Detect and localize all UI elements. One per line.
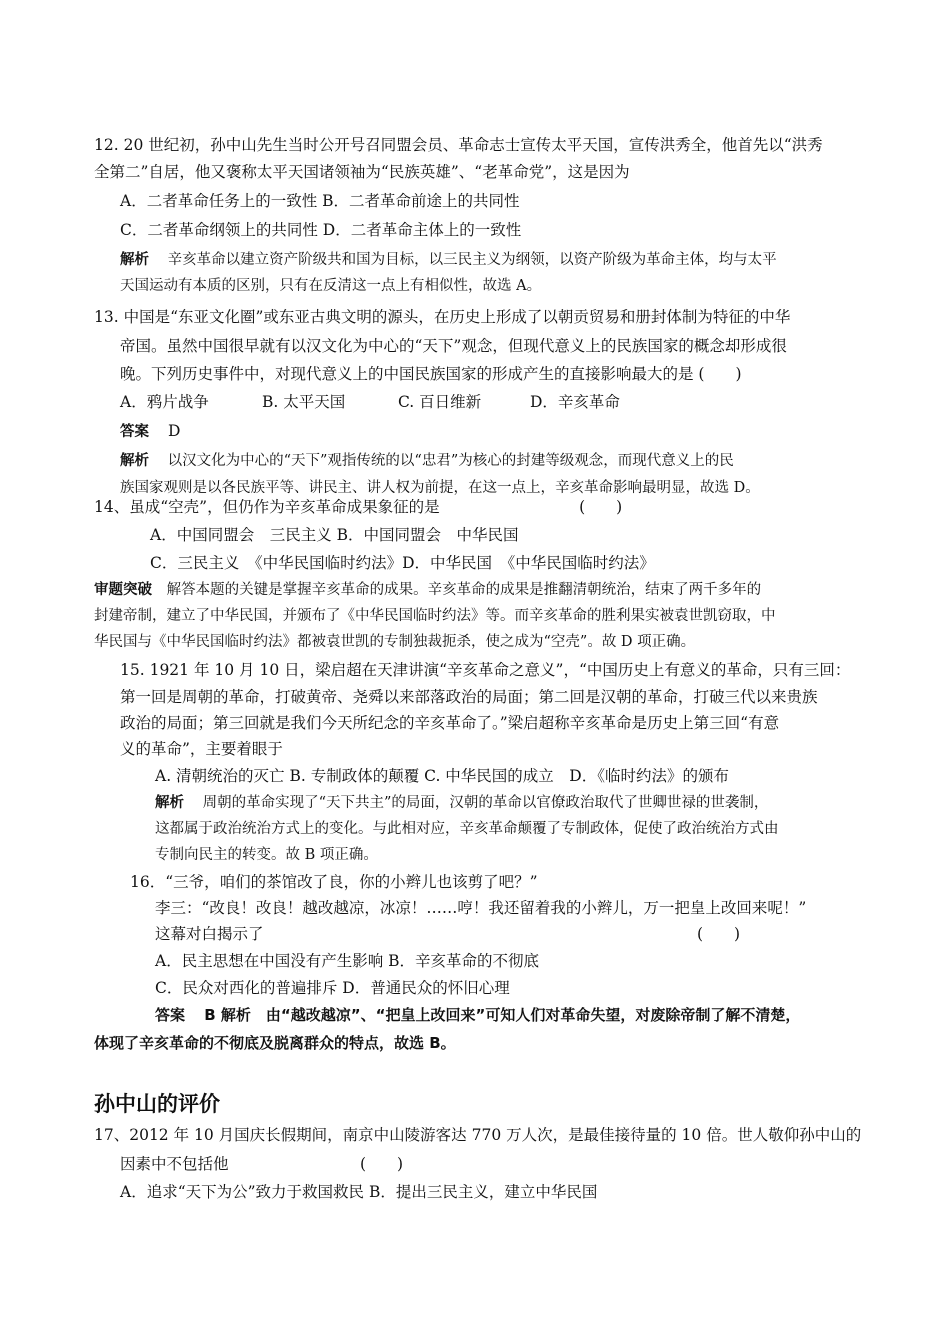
answer-label: 答案 — [120, 424, 149, 440]
q15-stem-line1: 15. 1921 年 10 月 10 日，梁启超在天津讲演“辛亥革命之意义”，“中国历史上有意义的革命，只有三回： — [120, 661, 851, 679]
q16-options-cd: C．民众对西化的普遍排斥 D．普通民众的怀旧心理 — [155, 979, 510, 997]
q17-options-ab: A．追求“天下为公”致力于救国救民 B．提出三民主义，建立中华民国 — [120, 1183, 598, 1201]
analysis-text: 辛亥革命以建立资产阶级共和国为目标，以三民主义为纲领，以资产阶级为革命主体，均与太平 — [167, 252, 777, 268]
q15-analysis-line3: 专制向民主的转变。故 B 项正确。 — [155, 847, 378, 863]
q16-answer-bracket: ( ) — [697, 925, 741, 943]
q16-answer-line2: 体现了辛亥革命的不彻底及脱离群众的特点，故选 B。 — [94, 1034, 456, 1052]
q14-analysis-line2: 封建帝制，建立了中华民国，并颁布了《中华民国临时约法》等。而辛亥革命的胜利果实被袁世凯窃取，中 — [94, 608, 776, 624]
q12-stem-line1: 12. 20 世纪初，孙中山先生当时公开号召同盟会员、革命志士宣传太平天国，宣传洪秀全，他首先以“洪秀 — [94, 136, 823, 154]
answer-text: B 解析 由“越改越凉”、“把皇上改回来”可知人们对革命失望，对废除帝制了解不清楚， — [204, 1006, 801, 1024]
q12-analysis-line2: 天国运动有本质的区别，只有在反清这一点上有相似性，故选 A。 — [120, 278, 542, 294]
q16-stem-line3: 这幕对白揭示了 — [155, 925, 264, 943]
q14-options-ab: A．中国同盟会 三民主义 B．中国同盟会 中华民国 — [150, 526, 519, 544]
q16-answer-line1 — [155, 1005, 800, 1025]
q15-analysis-line2: 这都属于政治统治方式上的变化。与此相对应，辛亥革命颠覆了专制政体，促使了政治统治方式由 — [155, 821, 779, 837]
q12-analysis-line1 — [120, 250, 777, 270]
q13-option-c: C. 百日维新 — [398, 393, 482, 411]
q15-stem-line4: 义的革命”，主要着眼于 — [120, 740, 283, 758]
analysis-text: 周朝的革命实现了“天下共主”的局面，汉朝的革命以官僚政治取代了世卿世禄的世袭制， — [202, 795, 769, 811]
analysis-label: 解析 — [120, 453, 149, 469]
analysis-text: 以汉文化为中心的“天下”观指传统的以“忠君”为核心的封建等级观念，而现代意义上的民 — [167, 453, 734, 469]
q13-stem-line2: 帝国。虽然中国很早就有以汉文化为中心的“天下”观念，但现代意义上的民族国家的概念却形成很 — [120, 337, 787, 355]
q13-analysis-line2: 族国家观则是以各民族平等、讲民主、讲人权为前提，在这一点上，辛亥革命影响最明显，故选 D。 — [120, 480, 760, 496]
q13-answer — [120, 421, 180, 442]
q14-analysis-line1 — [94, 580, 761, 600]
analysis-label: 解析 — [120, 252, 149, 268]
analysis-label: 审题突破 — [94, 582, 152, 598]
q15-stem-line3: 政治的局面；第三回就是我们今天所纪念的辛亥革命了。”梁启超称辛亥革命是历史上第三回“有意 — [120, 714, 780, 732]
q16-stem-line2: 李三：“改良！改良！越改越凉，冰凉！……哼！我还留着我的小辫儿，万一把皇上改回来呢！” — [155, 899, 807, 917]
analysis-label: 解析 — [155, 795, 184, 811]
q13-stem-line3: 晚。下列历史事件中，对现代意义上的中国民族国家的形成产生的直接影响最大的是 ( ) — [120, 365, 742, 383]
q12-options-cd: C．二者革命纲领上的共同性 D．二者革命主体上的一致性 — [120, 221, 522, 239]
q13-stem-line1: 13. 中国是“东亚文化圈”或东亚古典文明的源头，在历史上形成了以朝贡贸易和册封体制为特征的中华 — [94, 308, 791, 326]
q12-stem-line2: 全第二”自居，他又褒称太平天国诸领袖为“民族英雄”、“老革命党”，这是因为 — [94, 163, 630, 181]
analysis-text: 解答本题的关键是掌握辛亥革命的成果。辛亥革命的成果是推翻清朝统治，结束了两千多年的 — [166, 582, 762, 598]
section-heading: 孙中山的评价 — [94, 1092, 220, 1116]
q16-stem-line1: 16．“三爷，咱们的茶馆改了良，你的小辫儿也该剪了吧？” — [130, 873, 538, 891]
answer-value: D — [167, 422, 181, 440]
q14-options-cd: C．三民主义 《中华民国临时约法》D．中华民国 《中华民国临时约法》 — [150, 554, 655, 572]
q16-options-ab: A．民主思想在中国没有产生影响 B．辛亥革命的不彻底 — [155, 952, 540, 970]
q13-analysis-line1 — [120, 451, 734, 471]
q13-option-b: B. 太平天国 — [262, 393, 346, 411]
q17-stem-line2: 因素中不包括他 — [120, 1155, 229, 1173]
q13-option-a: A．鸦片战争 — [120, 393, 209, 411]
q15-stem-line2: 第一回是周朝的革命，打破黄帝、尧舜以来部落政治的局面；第二回是汉朝的革命，打破三代以来贵族 — [120, 688, 818, 706]
q17-answer-bracket: ( ) — [360, 1155, 404, 1173]
q14-analysis-line3: 华民国与《中华民国临时约法》都被袁世凯的专制独裁扼杀，使之成为“空壳”。故 D 项正确。 — [94, 634, 696, 650]
answer-label: 答案 — [155, 1006, 186, 1024]
q17-stem-line1: 17、2012 年 10 月国庆长假期间，南京中山陵游客达 770 万人次，是最佳接待量的 10 倍。世人敬仰孙中山的 — [94, 1126, 862, 1144]
q15-analysis-line1 — [155, 793, 768, 813]
q14-stem: 14、虽成“空壳”，但仍作为辛亥革命成果象征的是 ( ) — [94, 498, 623, 516]
q12-options-ab: A．二者革命任务上的一致性 B．二者革命前途上的共同性 — [120, 192, 520, 210]
q13-option-d: D．辛亥革命 — [530, 393, 620, 411]
q15-options: A. 清朝统治的灭亡 B. 专制政体的颠覆 C. 中华民国的成立 D．《临时约法》的颁布 — [155, 767, 729, 785]
